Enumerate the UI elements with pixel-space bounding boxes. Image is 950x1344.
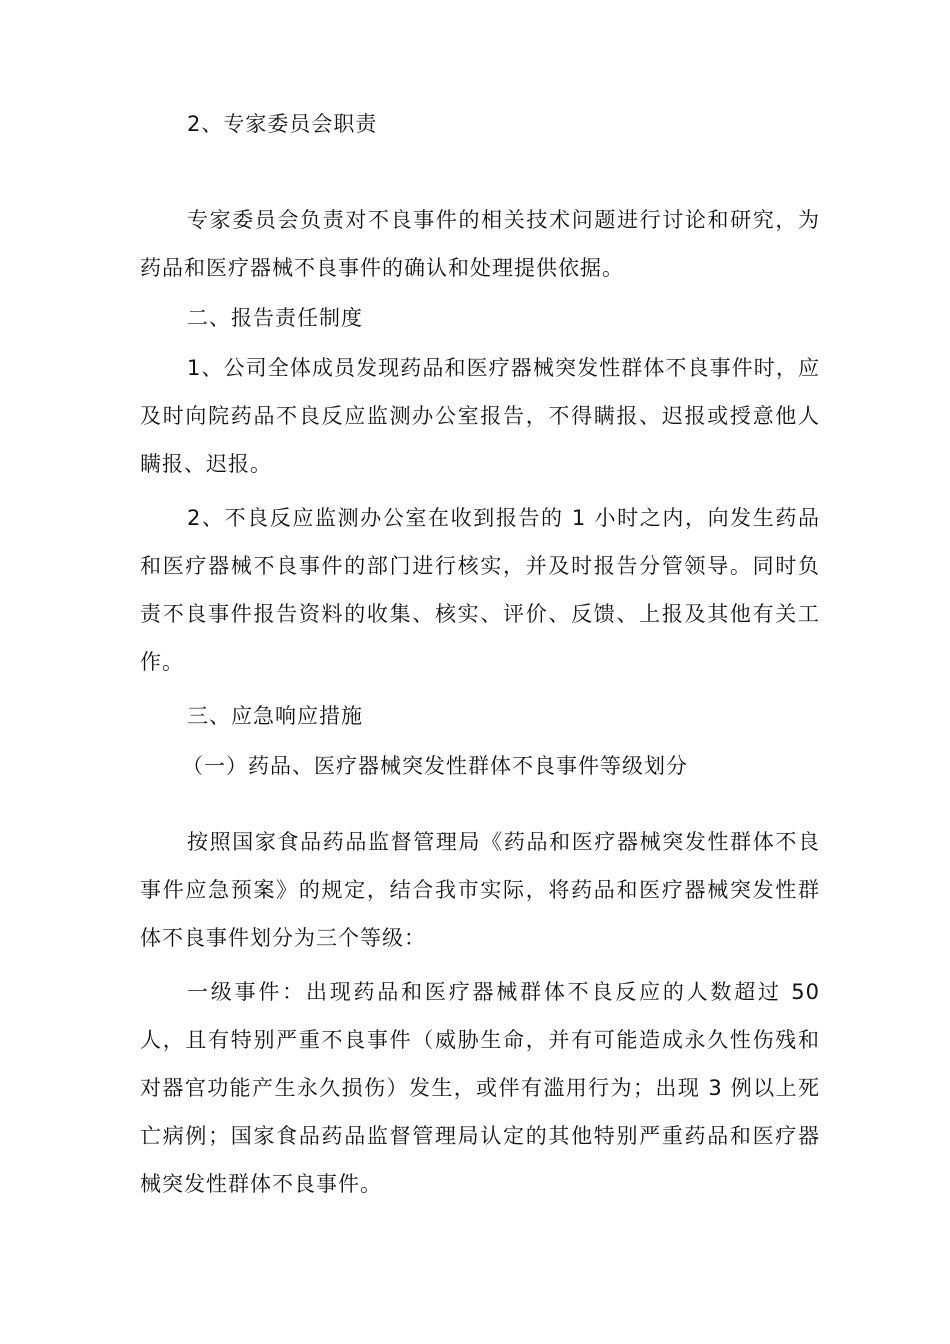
paragraph-expert-committee-responsibility: 专家委员会负责对不良事件的相关技术问题进行讨论和研究，为药品和医疗器械不良事件的确认和处理提供依据。 [140,208,820,280]
paragraph-level-one-event: 一级事件：出现药品和医疗器械群体不良反应的人数超过 50 人，且有特别严重不良事件（威胁生命，并有可能造成永久性伤残和对器官功能产生永久损伤）发生，或伴有滥用行为；出现 3 例以上死亡病例；国家食品药品监督管理局认定的其他特别严重药品和医疗器械突发性群体不良事件。 [140,980,820,1196]
section-heading-expert-committee-duties: 2、专家委员会职责 [187,112,378,136]
paragraph-reporting-rule-2: 2、不良反应监测办公室在收到报告的 1 小时之内，向发生药品和医疗器械不良事件的部门进行核实，并及时报告分管领导。同时负责不良事件报告资料的收集、核实、评价、反馈、上报及其他有关工作。 [140,506,820,674]
section-heading-emergency-response: 三、应急响应措施 [187,704,363,728]
paragraph-grading-basis: 按照国家食品药品监督管理局《药品和医疗器械突发性群体不良事件应急预案》的规定，结合我市实际，将药品和医疗器械突发性群体不良事件划分为三个等级： [140,830,820,950]
paragraph-reporting-rule-1: 1、公司全体成员发现药品和医疗器械突发性群体不良事件时，应及时向院药品不良反应监测办公室报告，不得瞒报、迟报或授意他人瞒报、迟报。 [140,356,820,476]
subsection-heading-event-grading: （一）药品、医疗器械突发性群体不良事件等级划分 [182,754,688,778]
section-heading-reporting-responsibility: 二、报告责任制度 [187,306,363,330]
